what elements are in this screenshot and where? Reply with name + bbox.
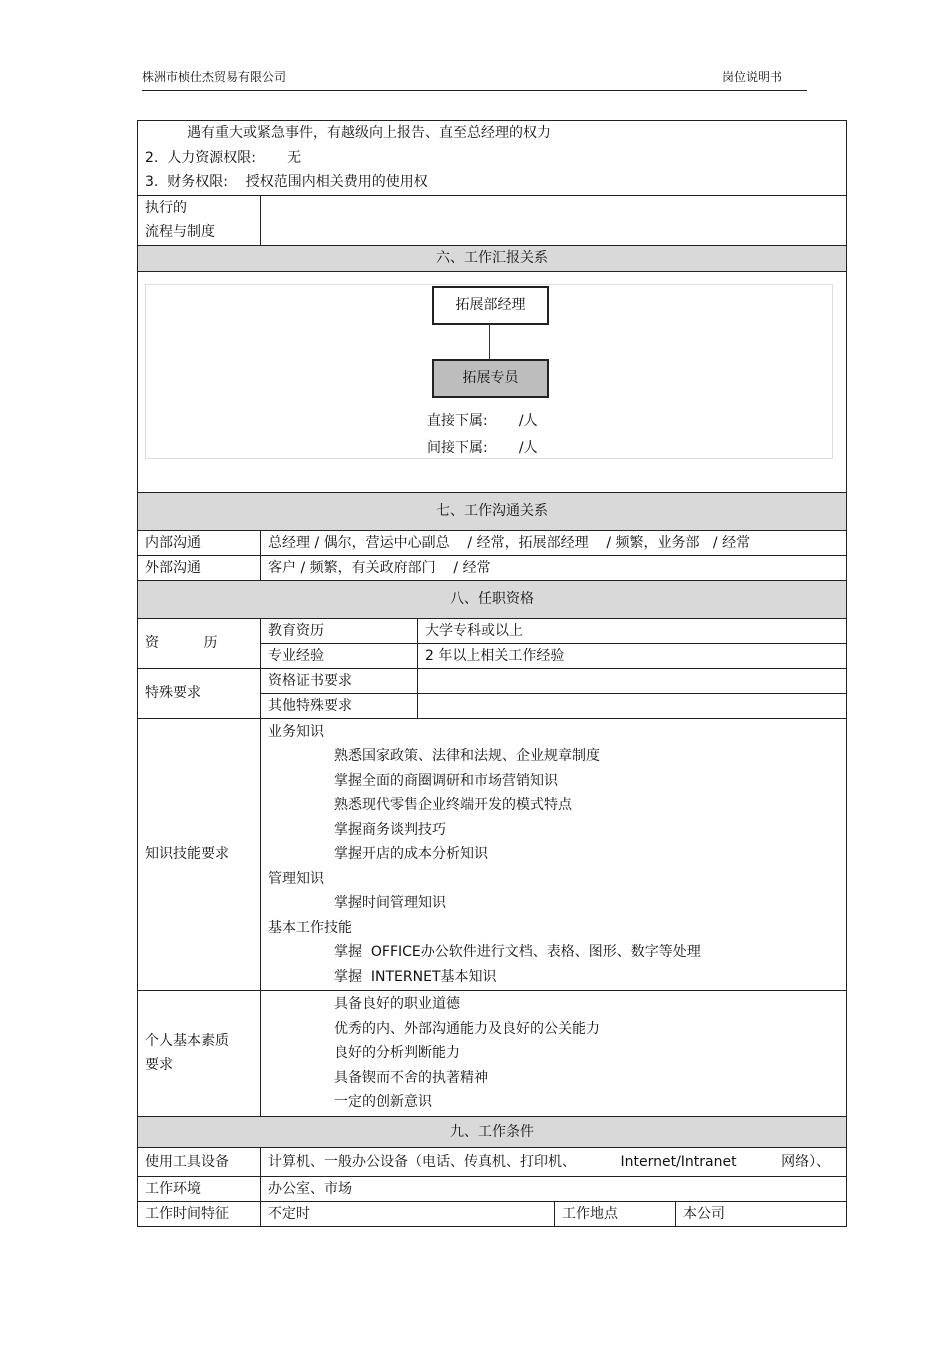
process-label-line-1: 执行的 <box>145 199 187 216</box>
internal-comm-row <box>138 530 847 555</box>
list-item: 掌握时间管理知识 <box>334 895 446 911</box>
authority-line-1: 遇有重大或紧急事件，有越级向上报告、直至总经理的权力 <box>187 125 551 141</box>
connector-line <box>489 324 490 359</box>
section-7-title: 七、工作沟通关系 <box>138 492 847 530</box>
authority-line-2: 2. 人力资源权限: 无 <box>145 149 302 166</box>
knowledge-group-management: 管理知识 <box>268 870 324 887</box>
education-label: 资 历 <box>138 618 261 668</box>
document-type: 岗位说明书 <box>722 70 783 84</box>
section-8-title: 八、任职资格 <box>138 580 847 618</box>
section-9-title: 九、工作条件 <box>138 1116 847 1147</box>
process-value <box>261 195 847 245</box>
edu-name-2: 专业经验 <box>261 643 418 668</box>
special-value-1 <box>418 668 847 693</box>
knowledge-label: 知识技能要求 <box>138 718 261 991</box>
list-item: 一定的创新意识 <box>334 1094 432 1110</box>
special-name-1: 资格证书要求 <box>261 668 418 693</box>
environment-row <box>138 1176 847 1201</box>
edu-name-1: 教育资历 <box>261 618 418 643</box>
direct-subordinates: 直接下属: /人 <box>427 412 538 429</box>
org-chart-row <box>138 271 847 492</box>
external-comm-value: 客户 / 频繁，有关政府部门 / 经常 <box>261 555 847 580</box>
edu-value-2: 2 年以上相关工作经验 <box>418 643 847 668</box>
list-item: 良好的分析判断能力 <box>334 1045 460 1061</box>
authority-line-3: 3. 财务权限: 授权范围内相关费用的使用权 <box>145 174 428 190</box>
table-row <box>138 618 847 643</box>
list-item: 熟悉国家政策、法律和法规、企业规章制度 <box>334 748 600 764</box>
superior-box: 拓展部经理 <box>432 286 549 325</box>
work-time-label: 工作时间特征 <box>138 1201 261 1226</box>
header-divider <box>142 90 807 91</box>
process-label <box>138 195 261 245</box>
time-row <box>138 1201 847 1226</box>
list-item: 掌握商务谈判技巧 <box>334 821 446 838</box>
process-row <box>138 195 847 245</box>
external-comm-row <box>138 555 847 580</box>
section-6-title: 六、工作汇报关系 <box>138 245 847 271</box>
list-item: 优秀的内、外部沟通能力及良好的公关能力 <box>334 1020 600 1037</box>
knowledge-group-skills: 基本工作技能 <box>268 919 352 936</box>
environment-value: 办公室、市场 <box>261 1176 847 1201</box>
company-name: 株洲市桢仕杰贸易有限公司 <box>142 70 287 84</box>
org-chart <box>145 284 833 459</box>
knowledge-group-business: 业务知识 <box>268 723 324 740</box>
list-item: 掌握 OFFICE办公软件进行文档、表格、图形、数字等处理 <box>334 944 701 960</box>
position-box: 拓展专员 <box>432 359 549 398</box>
list-item: 具备锲而不舍的执著精神 <box>334 1069 488 1086</box>
list-item: 具备良好的职业道德 <box>334 996 460 1012</box>
list-item: 掌握 INTERNET基本知识 <box>334 968 497 985</box>
internal-comm-value: 总经理 / 偶尔，营运中心副总 / 经常，拓展部经理 / 频繁，业务部 / 经常 <box>261 530 847 555</box>
authority-row <box>138 121 847 196</box>
quality-label-line-2: 要求 <box>145 1057 173 1074</box>
quality-row <box>138 991 847 1117</box>
list-item: 掌握全面的商圈调研和市场营销知识 <box>334 772 558 789</box>
list-item: 掌握开店的成本分析知识 <box>334 846 488 862</box>
tools-value: 计算机、一般办公设备（电话、传真机、打印机、 Internet/Intranet 网络）、 <box>261 1147 847 1176</box>
work-place-value: 本公司 <box>676 1201 847 1226</box>
external-comm-label: 外部沟通 <box>138 555 261 580</box>
internal-comm-label: 内部沟通 <box>138 530 261 555</box>
special-value-2 <box>418 693 847 718</box>
special-label: 特殊要求 <box>138 668 261 718</box>
job-description-table <box>137 120 847 1227</box>
tools-label: 使用工具设备 <box>138 1147 261 1176</box>
table-row <box>138 668 847 693</box>
work-place-label: 工作地点 <box>555 1201 676 1226</box>
work-time-value: 不定时 <box>261 1201 555 1226</box>
environment-label: 工作环境 <box>138 1176 261 1201</box>
special-name-2: 其他特殊要求 <box>261 693 418 718</box>
process-label-line-2: 流程与制度 <box>145 224 215 240</box>
indirect-subordinates: 间接下属: /人 <box>427 439 538 456</box>
tools-row <box>138 1147 847 1176</box>
edu-value-1: 大学专科或以上 <box>418 618 847 643</box>
list-item: 熟悉现代零售企业终端开发的模式特点 <box>334 797 572 813</box>
quality-label-line-1: 个人基本素质 <box>145 1032 229 1049</box>
knowledge-row <box>138 718 847 991</box>
